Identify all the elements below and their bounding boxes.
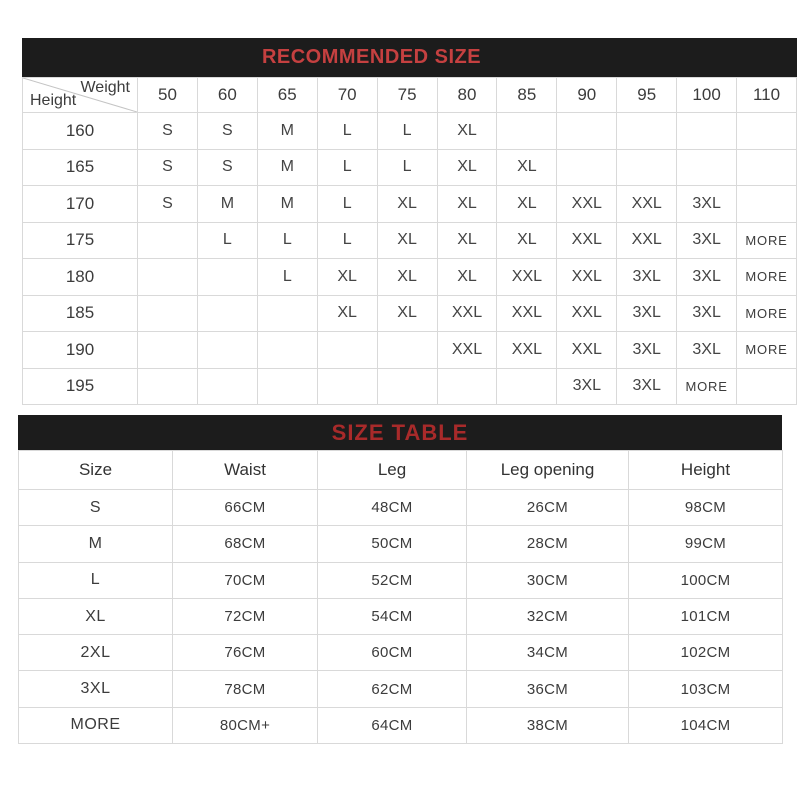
recommended-size-cell: XL bbox=[377, 259, 437, 296]
size-table-column-header: Leg bbox=[318, 451, 467, 490]
weight-height-corner-cell bbox=[23, 78, 138, 113]
recommended-size-cell: XL bbox=[437, 222, 497, 259]
recommended-size-cell: S bbox=[138, 113, 198, 150]
measurement-cell: 70CM bbox=[173, 562, 318, 598]
recommended-size-cell bbox=[677, 113, 737, 150]
recommended-size-cell: XXL bbox=[437, 295, 497, 332]
recommended-size-cell: XXL bbox=[557, 332, 617, 369]
recommended-table-row bbox=[23, 295, 797, 332]
recommended-size-cell: S bbox=[138, 186, 198, 223]
measurement-cell: 98CM bbox=[629, 490, 783, 526]
measurement-cell: 100CM bbox=[629, 562, 783, 598]
weight-header-cell: 95 bbox=[617, 78, 677, 113]
recommended-size-cell: 3XL bbox=[677, 295, 737, 332]
recommended-size-cell: 3XL bbox=[617, 332, 677, 369]
recommended-size-cell: 3XL bbox=[617, 368, 677, 405]
height-value-cell: 165 bbox=[23, 149, 138, 186]
recommended-size-cell: XL bbox=[437, 113, 497, 150]
recommended-size-cell bbox=[737, 149, 797, 186]
recommended-size-cell bbox=[317, 368, 377, 405]
height-value-cell: 175 bbox=[23, 222, 138, 259]
size-table-column-header: Waist bbox=[173, 451, 318, 490]
recommended-size-cell bbox=[197, 295, 257, 332]
recommended-table-row bbox=[23, 332, 797, 369]
measurement-cell: 34CM bbox=[467, 635, 629, 671]
recommended-size-cell: XL bbox=[437, 149, 497, 186]
recommended-size-cell bbox=[197, 259, 257, 296]
size-name-cell: L bbox=[19, 562, 173, 598]
recommended-size-cell: XXL bbox=[557, 222, 617, 259]
weight-header-cell: 80 bbox=[437, 78, 497, 113]
recommended-size-cell: 3XL bbox=[677, 332, 737, 369]
recommended-size-cell: XXL bbox=[437, 332, 497, 369]
recommended-size-header-bar bbox=[22, 38, 797, 77]
measurement-cell: 28CM bbox=[467, 526, 629, 562]
recommended-size-cell: MORE bbox=[737, 222, 797, 259]
recommended-size-cell: 3XL bbox=[677, 222, 737, 259]
recommended-size-cell bbox=[617, 113, 677, 150]
size-name-cell: 3XL bbox=[19, 671, 173, 707]
recommended-size-cell bbox=[257, 332, 317, 369]
measurement-cell: 101CM bbox=[629, 598, 783, 634]
recommended-table-row bbox=[23, 259, 797, 296]
weight-header-cell: 60 bbox=[197, 78, 257, 113]
recommended-size-cell: L bbox=[317, 222, 377, 259]
size-table-row bbox=[19, 598, 783, 634]
measurement-cell: 26CM bbox=[467, 490, 629, 526]
recommended-size-cell: XL bbox=[497, 186, 557, 223]
height-value-cell: 185 bbox=[23, 295, 138, 332]
recommended-size-cell: XL bbox=[377, 222, 437, 259]
recommended-size-cell: XXL bbox=[557, 295, 617, 332]
recommended-size-cell: 3XL bbox=[677, 186, 737, 223]
measurement-cell: 60CM bbox=[318, 635, 467, 671]
recommended-size-cell: 3XL bbox=[617, 259, 677, 296]
recommended-size-cell: L bbox=[197, 222, 257, 259]
recommended-size-cell: L bbox=[257, 259, 317, 296]
recommended-size-cell bbox=[497, 113, 557, 150]
recommended-size-cell: M bbox=[197, 186, 257, 223]
recommended-size-cell: XXL bbox=[557, 259, 617, 296]
measurement-cell: 104CM bbox=[629, 707, 783, 743]
size-name-cell: XL bbox=[19, 598, 173, 634]
recommended-size-cell: L bbox=[257, 222, 317, 259]
height-axis-label: Height bbox=[30, 92, 77, 109]
recommended-size-cell bbox=[138, 332, 198, 369]
recommended-size-table bbox=[22, 77, 797, 405]
recommended-size-cell: MORE bbox=[737, 259, 797, 296]
size-table-row bbox=[19, 671, 783, 707]
size-table-row bbox=[19, 635, 783, 671]
recommended-size-cell: XL bbox=[377, 186, 437, 223]
size-table-header-row bbox=[19, 451, 783, 490]
measurement-cell: 68CM bbox=[173, 526, 318, 562]
size-table-column-header: Height bbox=[629, 451, 783, 490]
recommended-size-cell: XL bbox=[497, 149, 557, 186]
recommended-size-cell bbox=[497, 368, 557, 405]
weight-header-cell: 65 bbox=[257, 78, 317, 113]
recommended-size-cell bbox=[317, 332, 377, 369]
measurement-cell: 36CM bbox=[467, 671, 629, 707]
recommended-size-cell bbox=[138, 295, 198, 332]
recommended-size-cell bbox=[257, 368, 317, 405]
recommended-header-row bbox=[23, 78, 797, 113]
recommended-size-cell bbox=[138, 259, 198, 296]
size-name-cell: MORE bbox=[19, 707, 173, 743]
recommended-size-cell: S bbox=[138, 149, 198, 186]
recommended-table-row bbox=[23, 149, 797, 186]
measurement-cell: 78CM bbox=[173, 671, 318, 707]
recommended-size-cell: XXL bbox=[497, 259, 557, 296]
weight-header-cell: 50 bbox=[138, 78, 198, 113]
measurement-cell: 72CM bbox=[173, 598, 318, 634]
measurement-cell: 50CM bbox=[318, 526, 467, 562]
weight-header-cell: 70 bbox=[317, 78, 377, 113]
size-name-cell: M bbox=[19, 526, 173, 562]
height-value-cell: 190 bbox=[23, 332, 138, 369]
recommended-size-cell: XL bbox=[317, 259, 377, 296]
measurement-cell: 62CM bbox=[318, 671, 467, 707]
recommended-size-cell bbox=[677, 149, 737, 186]
recommended-size-cell bbox=[557, 113, 617, 150]
recommended-size-cell: M bbox=[257, 186, 317, 223]
size-table-section bbox=[18, 415, 782, 744]
size-table-row bbox=[19, 562, 783, 598]
measurement-cell: 99CM bbox=[629, 526, 783, 562]
height-value-cell: 170 bbox=[23, 186, 138, 223]
recommended-size-cell: XXL bbox=[617, 222, 677, 259]
recommended-table-row bbox=[23, 368, 797, 405]
measurement-cell: 64CM bbox=[318, 707, 467, 743]
height-value-cell: 180 bbox=[23, 259, 138, 296]
recommended-size-cell bbox=[737, 113, 797, 150]
recommended-size-cell: S bbox=[197, 113, 257, 150]
recommended-size-cell bbox=[197, 368, 257, 405]
recommended-size-cell: L bbox=[317, 186, 377, 223]
size-table-column-header: Leg opening bbox=[467, 451, 629, 490]
size-table-row bbox=[19, 490, 783, 526]
recommended-size-cell: L bbox=[317, 149, 377, 186]
recommended-size-cell: MORE bbox=[737, 332, 797, 369]
recommended-size-section bbox=[22, 38, 797, 405]
measurement-cell: 80CM+ bbox=[173, 707, 318, 743]
recommended-size-cell: MORE bbox=[677, 368, 737, 405]
measurement-cell: 76CM bbox=[173, 635, 318, 671]
height-value-cell: 195 bbox=[23, 368, 138, 405]
recommended-size-cell bbox=[138, 368, 198, 405]
measurement-cell: 38CM bbox=[467, 707, 629, 743]
recommended-size-cell: M bbox=[257, 149, 317, 186]
recommended-size-cell bbox=[437, 368, 497, 405]
size-table-row bbox=[19, 707, 783, 743]
recommended-size-cell: L bbox=[377, 113, 437, 150]
measurement-cell: 30CM bbox=[467, 562, 629, 598]
recommended-size-cell: XXL bbox=[497, 295, 557, 332]
measurement-cell: 32CM bbox=[467, 598, 629, 634]
recommended-size-cell: XL bbox=[437, 259, 497, 296]
size-measurement-table bbox=[18, 450, 783, 744]
weight-header-cell: 110 bbox=[737, 78, 797, 113]
recommended-size-cell: L bbox=[377, 149, 437, 186]
recommended-size-cell bbox=[737, 368, 797, 405]
recommended-table-row bbox=[23, 222, 797, 259]
recommended-size-cell bbox=[557, 149, 617, 186]
recommended-size-cell: XL bbox=[437, 186, 497, 223]
recommended-size-cell: MORE bbox=[737, 295, 797, 332]
size-name-cell: S bbox=[19, 490, 173, 526]
recommended-size-cell: S bbox=[197, 149, 257, 186]
size-table-row bbox=[19, 526, 783, 562]
size-name-cell: 2XL bbox=[19, 635, 173, 671]
measurement-cell: 66CM bbox=[173, 490, 318, 526]
recommended-size-cell: XXL bbox=[497, 332, 557, 369]
recommended-size-cell: XL bbox=[497, 222, 557, 259]
size-table-header-bar bbox=[18, 415, 782, 450]
recommended-size-cell: 3XL bbox=[557, 368, 617, 405]
measurement-cell: 102CM bbox=[629, 635, 783, 671]
recommended-size-cell: XL bbox=[317, 295, 377, 332]
recommended-size-cell: 3XL bbox=[677, 259, 737, 296]
weight-header-cell: 75 bbox=[377, 78, 437, 113]
recommended-table-row bbox=[23, 186, 797, 223]
measurement-cell: 48CM bbox=[318, 490, 467, 526]
recommended-size-cell bbox=[737, 186, 797, 223]
recommended-size-cell: XXL bbox=[617, 186, 677, 223]
weight-axis-label: Weight bbox=[80, 79, 130, 96]
recommended-size-cell bbox=[197, 332, 257, 369]
recommended-size-cell: 3XL bbox=[617, 295, 677, 332]
recommended-size-cell bbox=[138, 222, 198, 259]
size-table-title: SIZE TABLE bbox=[331, 419, 469, 445]
height-value-cell: 160 bbox=[23, 113, 138, 150]
measurement-cell: 54CM bbox=[318, 598, 467, 634]
recommended-size-cell: L bbox=[317, 113, 377, 150]
recommended-size-cell: XXL bbox=[557, 186, 617, 223]
weight-header-cell: 90 bbox=[557, 78, 617, 113]
recommended-size-cell bbox=[257, 295, 317, 332]
recommended-size-title: RECOMMENDED SIZE bbox=[261, 46, 482, 68]
recommended-size-cell: M bbox=[257, 113, 317, 150]
size-table-column-header: Size bbox=[19, 451, 173, 490]
measurement-cell: 52CM bbox=[318, 562, 467, 598]
recommended-size-cell bbox=[377, 332, 437, 369]
weight-header-cell: 85 bbox=[497, 78, 557, 113]
recommended-size-cell bbox=[377, 368, 437, 405]
recommended-size-cell: XL bbox=[377, 295, 437, 332]
measurement-cell: 103CM bbox=[629, 671, 783, 707]
weight-header-cell: 100 bbox=[677, 78, 737, 113]
recommended-table-row bbox=[23, 113, 797, 150]
recommended-size-cell bbox=[617, 149, 677, 186]
